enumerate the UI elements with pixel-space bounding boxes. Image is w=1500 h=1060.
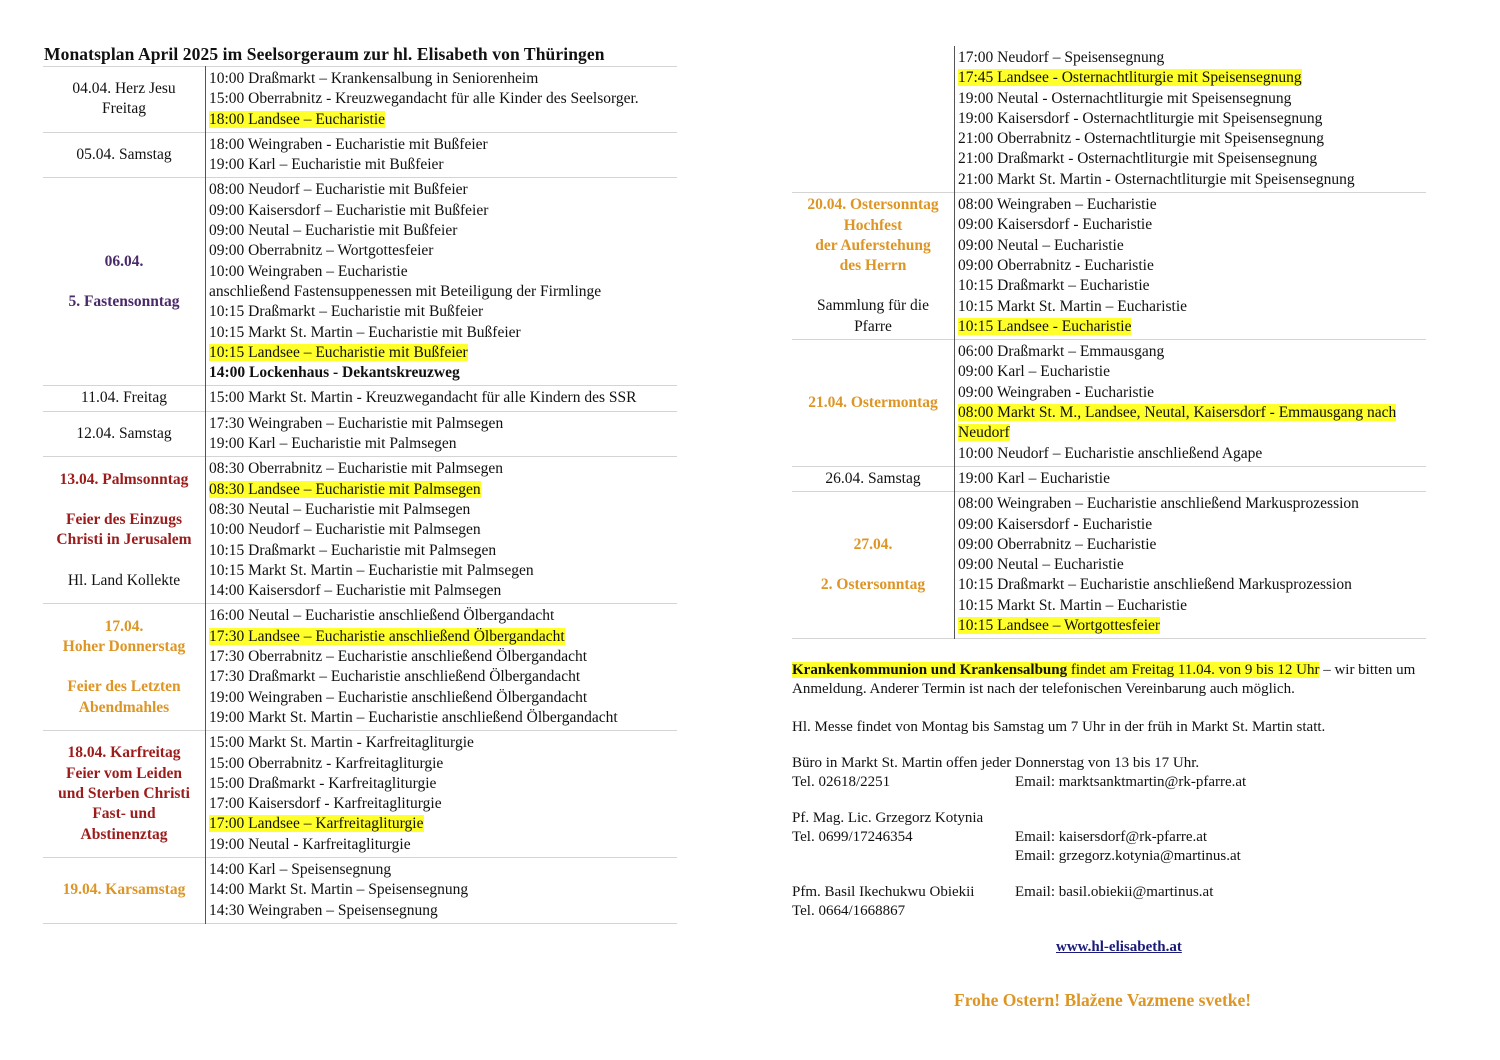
event-line — [958, 575, 1426, 595]
event-line — [209, 459, 677, 479]
events-cell — [206, 386, 678, 411]
day-label-line — [792, 276, 954, 296]
event-line — [209, 343, 677, 363]
event-line — [958, 297, 1426, 317]
pfarrer-block — [792, 809, 1472, 866]
day-label-line — [792, 555, 954, 575]
event-line — [209, 282, 677, 302]
day-label-line: 17.04. — [104, 617, 144, 635]
event-line — [209, 688, 677, 708]
event-line — [209, 201, 677, 221]
day-label-line: Hoher Donnerstag — [62, 638, 186, 656]
event-line — [209, 69, 677, 89]
event-line — [209, 414, 677, 434]
day-label-line: Feier vom Leiden — [66, 764, 182, 782]
event-text: 18:00 Landsee – Eucharistie — [209, 110, 386, 128]
krankenkommunion-note — [792, 661, 1472, 699]
day-label-cell — [43, 604, 206, 731]
event-text: 19:00 Karl – Eucharistie mit Bußfeier — [209, 156, 444, 174]
event-text: 08:00 Weingraben – Eucharistie anschließend Markusprozession — [958, 495, 1359, 513]
event-text: 10:15 Landsee – Wortgottesfeier — [958, 617, 1161, 635]
pfarrer-email-1: Email: kaisersdorf@rk-pfarre.at — [1015, 829, 1208, 845]
day-label-line: Sammlung für die — [817, 297, 929, 315]
event-text: 16:00 Neutal – Eucharistie anschließend Ölbergandacht — [209, 607, 555, 625]
day-label-line: 18.04. Karfreitag — [67, 744, 181, 762]
event-text: 06:00 Draßmarkt – Emmausgang — [958, 343, 1165, 361]
event-line — [958, 109, 1426, 129]
right-day-row — [792, 466, 1426, 491]
event-text: 10:15 Markt St. Martin – Eucharistie — [958, 297, 1188, 315]
event-text: 09:00 Neutal – Eucharistie — [958, 556, 1124, 574]
day-label-cell — [792, 340, 955, 467]
event-line — [209, 221, 677, 241]
left-day-row — [43, 457, 677, 604]
event-line — [958, 362, 1426, 382]
event-line — [209, 581, 677, 601]
pfarrmoderator-block — [792, 883, 1472, 921]
left-day-row — [43, 386, 677, 411]
day-label-line: Pfarre — [854, 317, 892, 335]
pfarrmoderator-name: Pfm. Basil Ikechukwu Obiekii — [792, 884, 975, 900]
event-line — [209, 363, 677, 383]
event-text: 17:30 Weingraben – Eucharistie mit Palmsegen — [209, 414, 504, 432]
event-text: 10:15 Markt St. Martin – Eucharistie — [958, 596, 1188, 614]
event-text: 15:00 Markt St. Martin - Karfreitagliturgie — [209, 734, 474, 752]
event-text: 21:00 Oberrabnitz - Osternachtliturgie mit Speisensegnung — [958, 130, 1325, 148]
event-line — [209, 135, 677, 155]
day-label-line: 19.04. Karsamstag — [62, 881, 186, 899]
events-cell — [955, 492, 1427, 639]
event-line — [209, 627, 677, 647]
event-line — [209, 155, 677, 175]
event-text: anschließend Fastensuppenessen mit Beteiligung der Firmlinge — [209, 282, 602, 300]
event-text: 08:30 Neutal – Eucharistie mit Palmsegen — [209, 500, 471, 518]
event-text: 09:00 Neutal – Eucharistie mit Bußfeier — [209, 222, 458, 240]
event-line — [958, 215, 1426, 235]
event-line — [209, 180, 677, 200]
event-text: 19:00 Markt St. Martin – Eucharistie anschließend Ölbergandacht — [209, 708, 618, 726]
day-label-line: 26.04. Samstag — [825, 469, 921, 487]
day-label-line: des Herrn — [839, 257, 907, 275]
event-line — [209, 606, 677, 626]
event-text: 17:00 Landsee – Karfreitagliturgie — [209, 815, 424, 833]
event-line — [209, 434, 677, 454]
event-text: 17:30 Oberrabnitz – Eucharistie anschließend Ölbergandacht — [209, 648, 588, 666]
event-text: 15:00 Draßmarkt - Karfreitagliturgie — [209, 774, 437, 792]
event-line — [958, 444, 1426, 464]
event-line — [209, 667, 677, 687]
event-line — [209, 754, 677, 774]
day-label-cell — [43, 457, 206, 604]
event-line — [209, 561, 677, 581]
day-label-cell — [792, 46, 955, 193]
right-day-row — [792, 46, 1426, 193]
event-text: 10:15 Draßmarkt – Eucharistie — [958, 277, 1150, 295]
event-line — [209, 520, 677, 540]
day-label-cell — [792, 492, 955, 639]
event-line — [958, 256, 1426, 276]
event-text: 10:15 Landsee - Eucharistie — [958, 317, 1132, 335]
day-label-line: Freitag — [102, 100, 146, 118]
event-line — [209, 302, 677, 322]
pfarrer-name: Pf. Mag. Lic. Grzegorz Kotynia — [792, 810, 984, 826]
event-text: 08:00 Markt St. M., Landsee, Neutal, Kaisersdorf - Emmausgang nach Neudorf — [958, 404, 1397, 442]
event-text: 18:00 Weingraben - Eucharistie mit Bußfeier — [209, 135, 488, 153]
event-line — [209, 835, 677, 855]
pfarrer-email-2: Email: grzegorz.kotynia@martinus.at — [1015, 848, 1241, 864]
right-day-row — [792, 193, 1426, 340]
event-text: 10:00 Draßmarkt – Krankensalbung in Seniorenheim — [209, 70, 539, 87]
event-line — [209, 814, 677, 834]
event-line — [958, 535, 1426, 555]
event-line — [958, 616, 1426, 636]
event-text: 14:00 Kaisersdorf – Eucharistie mit Palmsegen — [209, 582, 502, 600]
events-cell — [206, 411, 678, 457]
day-label-line: 20.04. Ostersonntag — [807, 196, 939, 214]
day-label-line: 06.04. — [104, 252, 144, 270]
event-text: 15:00 Oberrabnitz - Kreuzwegandacht für alle Kinder des Seelsorger. — [209, 90, 639, 108]
event-text: 17:30 Draßmarkt – Eucharistie anschließend Ölbergandacht — [209, 668, 581, 686]
krankenkommunion-rest: – wir bitten um Anmeldung. Anderer Termin ist nach der telefonischen Vereinbarung auch möglich. — [792, 662, 1416, 697]
event-text: 09:00 Oberrabnitz – Eucharistie — [958, 535, 1157, 553]
event-line — [958, 68, 1426, 88]
event-text: 09:00 Kaisersdorf - Eucharistie — [958, 515, 1153, 533]
events-cell — [206, 857, 678, 923]
left-schedule-table — [43, 66, 677, 924]
day-label-line: und Sterben Christi — [58, 784, 190, 802]
event-text: 08:30 Oberrabnitz – Eucharistie mit Palmsegen — [209, 460, 503, 478]
day-label-line: 04.04. Herz Jesu — [72, 80, 176, 98]
krankenkommunion-date: findet am Freitag 11.04. von 9 bis 12 Uhr — [1067, 662, 1320, 678]
day-label-line: Hl. Land Kollekte — [67, 571, 181, 589]
event-text: 09:00 Oberrabnitz - Eucharistie — [958, 256, 1154, 274]
event-text: 19:00 Weingraben – Eucharistie anschließend Ölbergandacht — [209, 688, 588, 706]
pfarrer-tel: Tel. 0699/17246354 — [792, 829, 913, 845]
left-day-row — [43, 67, 677, 133]
event-text: 15:00 Oberrabnitz - Karfreitagliturgie — [209, 754, 444, 772]
event-text: 19:00 Kaisersdorf - Osternachtliturgie mit Speisensegnung — [958, 109, 1323, 127]
event-line — [958, 403, 1426, 444]
event-line — [958, 342, 1426, 362]
event-line — [209, 323, 677, 343]
event-line — [958, 149, 1426, 169]
event-line — [958, 129, 1426, 149]
event-text: 10:15 Draßmarkt – Eucharistie anschließend Markusprozession — [958, 576, 1352, 594]
pfarrmoderator-email: Email: basil.obiekii@martinus.at — [1015, 884, 1214, 900]
website-link[interactable]: www.hl-elisabeth.at — [1056, 939, 1182, 955]
event-text: 14:00 Lockenhaus - Dekantskreuzweg — [209, 364, 460, 382]
day-label-cell — [43, 67, 206, 133]
page-title: Monatsplan April 2025 im Seelsorgeraum zur hl. Elisabeth von Thüringen — [44, 44, 605, 64]
event-text: 10:15 Landsee – Eucharistie mit Bußfeier — [209, 343, 468, 361]
left-day-row — [43, 604, 677, 731]
right-schedule-table — [792, 46, 1426, 639]
event-text: 15:00 Markt St. Martin - Kreuzwegandacht für alle Kindern des SSR — [209, 389, 637, 407]
day-label-line: 05.04. Samstag — [76, 146, 172, 164]
day-label-cell — [43, 731, 206, 858]
day-label-line: Feier des Letzten — [67, 678, 181, 696]
events-cell — [955, 466, 1427, 491]
event-text: 09:00 Karl – Eucharistie — [958, 363, 1110, 381]
day-label-line: 5. Fastensonntag — [68, 292, 180, 310]
right-day-row — [792, 492, 1426, 639]
buero-block — [792, 754, 1472, 792]
events-cell — [206, 67, 678, 133]
event-line — [209, 733, 677, 753]
event-text: 19:00 Neutal - Osternachtliturgie mit Speisensegnung — [958, 89, 1292, 107]
day-label-line: Abendmahles — [78, 698, 170, 716]
event-text: 21:00 Markt St. Martin - Osternachtliturgie mit Speisensegnung — [958, 170, 1355, 188]
event-line — [209, 89, 677, 109]
event-line — [958, 170, 1426, 190]
event-line — [209, 647, 677, 667]
event-text: 10:00 Neudorf – Eucharistie mit Palmsegen — [209, 521, 481, 539]
event-text: 17:30 Landsee – Eucharistie anschließend Ölbergandacht — [209, 627, 565, 645]
event-text: 10:00 Weingraben – Eucharistie — [209, 262, 408, 280]
day-label-cell — [792, 193, 955, 340]
events-cell — [955, 46, 1427, 193]
easter-greeting: Frohe Ostern! Blažene Vazmene svetke! — [954, 990, 1252, 1010]
event-text: 08:00 Weingraben – Eucharistie — [958, 196, 1157, 214]
event-text: 14:00 Karl – Speisensegnung — [209, 860, 392, 878]
day-label-line: Abstinenztag — [80, 825, 168, 843]
day-label-line — [43, 490, 205, 510]
event-text: 19:00 Karl – Eucharistie — [958, 469, 1110, 487]
day-label-cell — [43, 132, 206, 178]
event-text: 17:00 Kaisersdorf - Karfreitagliturgie — [209, 795, 442, 813]
event-line — [209, 860, 677, 880]
day-label-line: der Auferstehung — [815, 236, 931, 254]
event-text: 09:00 Neutal – Eucharistie — [958, 236, 1124, 254]
event-line — [209, 110, 677, 130]
buero-tel: Tel. 02618/2251 — [792, 774, 891, 790]
day-label-line: 21.04. Ostermontag — [808, 393, 938, 411]
right-day-row — [792, 340, 1426, 467]
event-text: 19:00 Neutal - Karfreitagliturgie — [209, 835, 411, 853]
event-text: 10:00 Neudorf – Eucharistie anschließend Agape — [958, 444, 1263, 462]
event-line — [958, 596, 1426, 616]
events-cell — [206, 457, 678, 604]
event-text: 14:00 Markt St. Martin – Speisensegnung — [209, 881, 469, 899]
day-label-line — [43, 272, 205, 292]
event-line — [209, 880, 677, 900]
day-label-cell — [43, 857, 206, 923]
event-text: 09:00 Weingraben - Eucharistie — [958, 383, 1155, 401]
event-text: 09:00 Oberrabnitz – Wortgottesfeier — [209, 242, 434, 260]
messe-note: Hl. Messe findet von Montag bis Samstag um 7 Uhr in der früh in Markt St. Martin statt. — [792, 719, 1326, 735]
event-line — [209, 480, 677, 500]
event-text: 10:15 Markt St. Martin – Eucharistie mit Bußfeier — [209, 323, 521, 341]
event-line — [209, 541, 677, 561]
event-text: 10:15 Markt St. Martin – Eucharistie mit Palmsegen — [209, 561, 534, 579]
pfarrmoderator-tel: Tel. 0664/1668867 — [792, 903, 906, 919]
event-line — [209, 774, 677, 794]
left-day-row — [43, 857, 677, 923]
event-text: 10:15 Draßmarkt – Eucharistie mit Bußfeier — [209, 303, 484, 321]
event-text: 08:30 Landsee – Eucharistie mit Palmsegen — [209, 480, 481, 498]
event-text: 17:00 Neudorf – Speisensegnung — [958, 49, 1165, 66]
event-line — [958, 469, 1426, 489]
day-label-line: 2. Ostersonntag — [820, 576, 926, 594]
day-label-line: 27.04. — [853, 535, 893, 553]
buero-hours: Büro in Markt St. Martin offen jeder Donnerstag von 13 bis 17 Uhr. — [792, 755, 1200, 771]
event-line — [958, 383, 1426, 403]
left-day-row — [43, 411, 677, 457]
event-line — [958, 236, 1426, 256]
day-label-line: Christi in Jerusalem — [56, 531, 192, 549]
event-text: 17:45 Landsee - Osternachtliturgie mit Speisensegnung — [958, 69, 1302, 87]
event-text: 21:00 Draßmarkt - Osternachtliturgie mit Speisensegnung — [958, 150, 1318, 168]
event-text: 14:30 Weingraben – Speisensegnung — [209, 901, 438, 919]
event-text: 10:15 Draßmarkt – Eucharistie mit Palmsegen — [209, 541, 497, 559]
left-day-row — [43, 132, 677, 178]
event-line — [958, 317, 1426, 337]
event-line — [958, 555, 1426, 575]
event-line — [958, 195, 1426, 215]
left-day-row — [43, 178, 677, 386]
event-line — [958, 494, 1426, 514]
event-line — [958, 276, 1426, 296]
event-text: 09:00 Kaisersdorf – Eucharistie mit Bußfeier — [209, 201, 489, 219]
event-text: 09:00 Kaisersdorf - Eucharistie — [958, 216, 1153, 234]
events-cell — [206, 731, 678, 858]
event-line — [209, 388, 677, 408]
day-label-line: 13.04. Palmsonntag — [59, 470, 189, 488]
event-text: 19:00 Karl – Eucharistie mit Palmsegen — [209, 435, 457, 453]
day-label-line — [43, 551, 205, 571]
day-label-line: 11.04. Freitag — [81, 389, 167, 407]
events-cell — [206, 132, 678, 178]
day-label-line — [43, 657, 205, 677]
event-line — [209, 500, 677, 520]
event-line — [209, 262, 677, 282]
krankenkommunion-title: Krankenkommunion und Krankensalbung — [792, 662, 1068, 678]
events-cell — [955, 340, 1427, 467]
event-text: 08:00 Neudorf – Eucharistie mit Bußfeier — [209, 181, 468, 199]
day-label-cell — [43, 411, 206, 457]
day-label-line: Fast- und — [92, 805, 156, 823]
event-line — [958, 89, 1426, 109]
event-line — [209, 708, 677, 728]
day-label-line: 12.04. Samstag — [76, 424, 172, 442]
day-label-cell — [43, 386, 206, 411]
day-label-line: Feier des Einzugs — [66, 511, 182, 529]
day-label-line: Hochfest — [843, 216, 903, 234]
event-line — [209, 901, 677, 921]
events-cell — [206, 178, 678, 386]
event-line — [958, 515, 1426, 535]
krankenkommunion-highlight — [792, 662, 1319, 678]
left-day-row — [43, 731, 677, 858]
event-line — [958, 48, 1426, 68]
events-cell — [206, 604, 678, 731]
events-cell — [955, 193, 1427, 340]
day-label-cell — [792, 466, 955, 491]
event-line — [209, 241, 677, 261]
day-label-cell — [43, 178, 206, 386]
buero-email: Email: marktsanktmartin@rk-pfarre.at — [1015, 774, 1247, 790]
event-line — [209, 794, 677, 814]
